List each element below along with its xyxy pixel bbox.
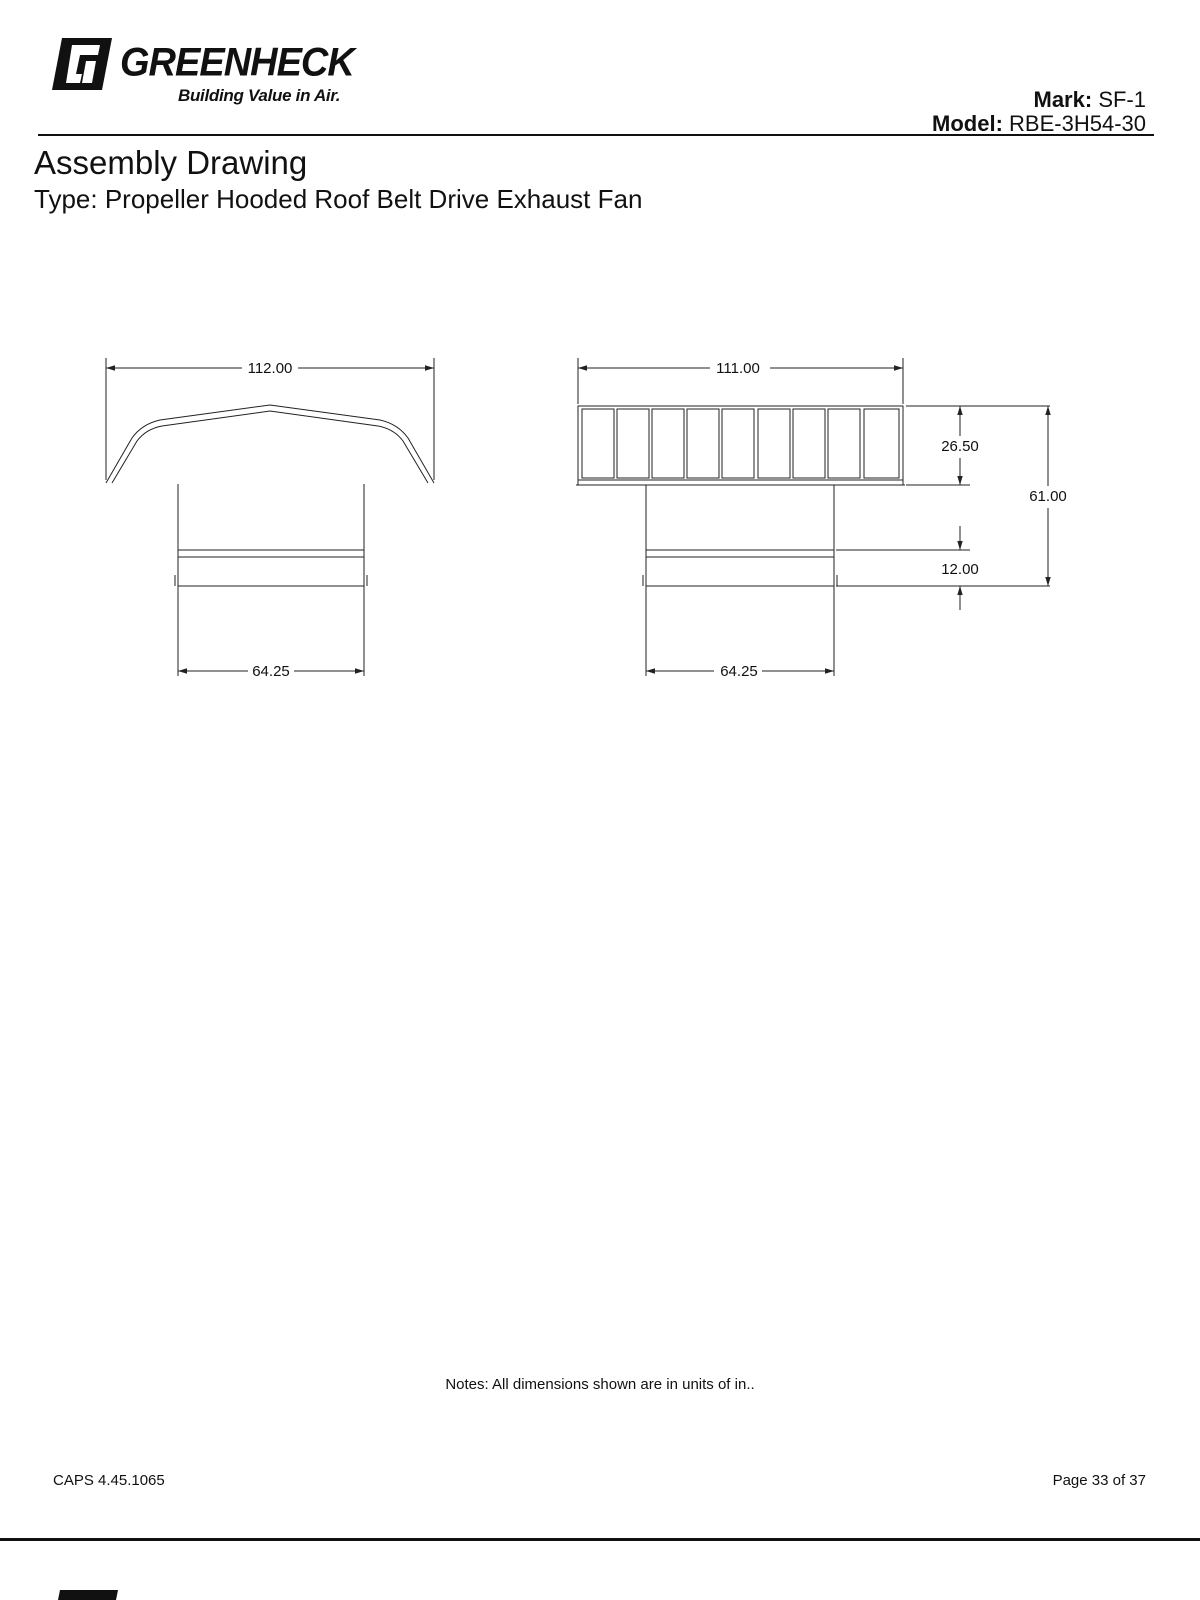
left-curb-flange bbox=[178, 550, 364, 557]
mark-label: Mark: bbox=[1033, 87, 1093, 112]
page-subtitle: Type: Propeller Hooded Roof Belt Drive Exhaust Fan bbox=[34, 184, 643, 214]
total-height-label: 61.00 bbox=[1029, 488, 1067, 505]
right-width-label: 111.00 bbox=[716, 360, 760, 377]
left-hood-outer bbox=[106, 405, 434, 483]
right-louver-panels bbox=[582, 409, 899, 478]
right-view bbox=[576, 358, 1050, 676]
right-hood-body bbox=[578, 406, 903, 480]
curb-height-label: 12.00 bbox=[941, 561, 979, 578]
page-title: Assembly Drawing bbox=[34, 144, 308, 181]
dimension-notes: Notes: All dimensions shown are in units of in.. bbox=[445, 1376, 755, 1393]
left-base-label: 64.25 bbox=[252, 663, 290, 680]
model-label: Model: bbox=[932, 111, 1003, 136]
left-width-label: 112.00 bbox=[247, 360, 293, 377]
page-number: Page 33 of 37 bbox=[1052, 1472, 1146, 1489]
hood-height-label: 26.50 bbox=[941, 438, 979, 455]
model-value: RBE-3H54-30 bbox=[1009, 111, 1146, 136]
left-view bbox=[106, 358, 434, 676]
caps-version: CAPS 4.45.1065 bbox=[53, 1472, 165, 1489]
right-base-label: 64.25 bbox=[720, 663, 758, 680]
logo-tagline: Building Value in Air. bbox=[178, 86, 341, 105]
right-curb-flange bbox=[646, 550, 834, 557]
next-page-logo-icon bbox=[58, 1590, 120, 1600]
logo-wordmark: GREENHECK bbox=[120, 40, 354, 86]
footer-rule bbox=[0, 1538, 1200, 1541]
left-hood-inner bbox=[112, 411, 428, 483]
mark-value: SF-1 bbox=[1098, 87, 1146, 112]
